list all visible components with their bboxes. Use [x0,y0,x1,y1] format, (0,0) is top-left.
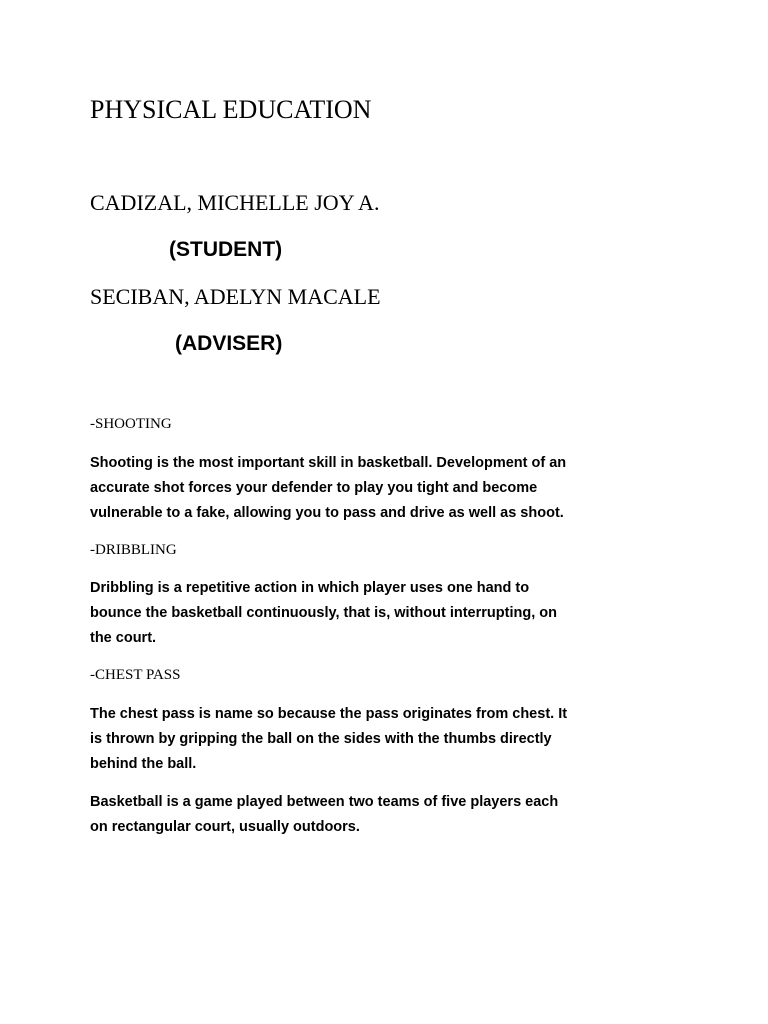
paragraph-line: Shooting is the most important skill in basketball. Development of an [90,455,567,471]
section-text-dribbling [90,576,690,651]
paragraph-line: the court. [90,630,157,646]
section-heading-dribbling: -DRIBBLING [90,542,177,558]
adviser-name: SECIBAN, ADELYN MACALE [90,284,381,309]
paragraph-line: vulnerable to a fake, allowing you to pass and drive as well as shoot. [90,505,564,521]
paragraph-line: is thrown by gripping the ball on the sides with the thumbs directly [90,731,552,747]
section-text-chest-pass [90,702,690,777]
paragraph-line: Dribbling is a repetitive action in which player uses one hand to [90,580,530,596]
adviser-role-label: (ADVISER) [175,332,283,355]
paragraph-line: behind the ball. [90,756,197,772]
student-role-label: (STUDENT) [169,238,283,261]
section-heading-chest-pass: -CHEST PASS [90,667,181,683]
section-text-shooting [90,451,690,526]
section-heading-shooting: -SHOOTING [90,416,172,432]
student-name: CADIZAL, MICHELLE JOY A. [90,190,380,215]
closing-paragraph [90,790,690,840]
paragraph-line: Basketball is a game played between two teams of five players each [90,794,559,810]
document-title: PHYSICAL EDUCATION [90,95,372,124]
paragraph-line: The chest pass is name so because the pass originates from chest. It [90,706,568,722]
paragraph-line: accurate shot forces your defender to play you tight and become [90,480,538,496]
paragraph-line: bounce the basketball continuously, that is, without interrupting, on [90,605,557,621]
paragraph-line: on rectangular court, usually outdoors. [90,819,360,835]
